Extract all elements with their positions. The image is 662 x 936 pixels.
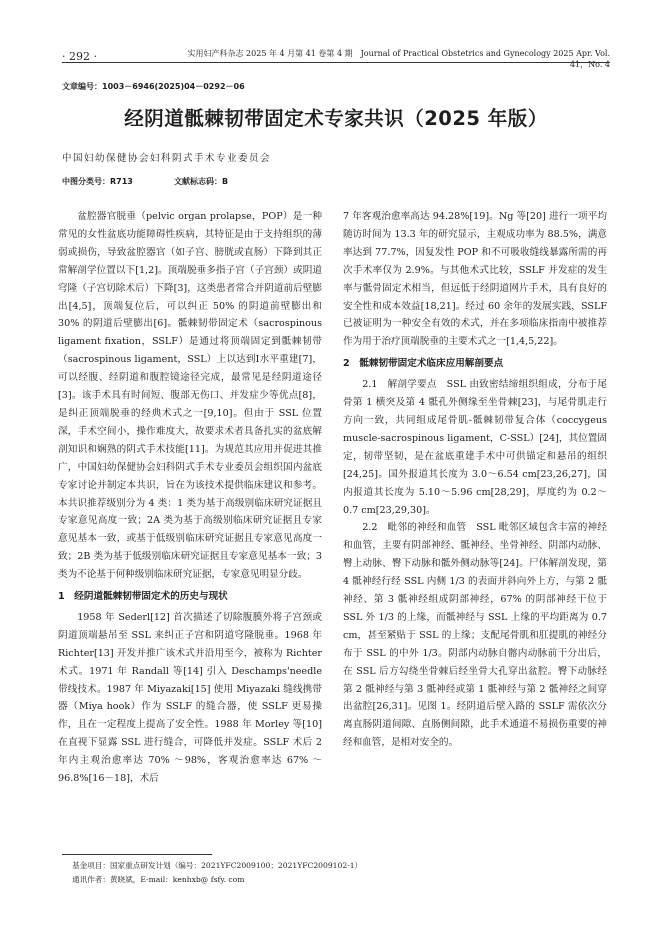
anatomy-paragraph: 2.1 解剖学要点 SSL 由致密结缔组织组成，分布于尾骨第 1 横突及第 4 骶孔外侧缘至坐骨棘[23]，与尾骨肌走行方向一致，共同组成尾骨肌-骶棘韧带复合体（coccygeus muscle-sacrospinous ligament，C-SSL）[24]，其位置固定，韧带坚韧，是在盆底重建手术中可供锚定和悬吊的组织[24,25]。国外报道其长度为 3.0～6.54 cm[23,26,27]，国内报道其长度为 5.10～5.96 cm[28,29]，厚度约为 0.2～0.7 cm[23,29,30]。 [343,379,607,516]
page-number: · 292 · [62,50,97,63]
footnotes [72,859,362,887]
header-rule [62,62,610,63]
section-heading-2: 2 骶棘韧带固定术临床应用解剖要点 [343,358,504,370]
running-header: 实用妇产科杂志 2025 年 4 月第 41 卷第 4 期 Journal of Practical Obstetrics and Gynecology 2025 Apr. Vol. 41，No. 4 [187,49,610,69]
author-organization: 中国妇幼保健协会妇科阴式手术专业委员会 [62,153,272,164]
document-code: 文献标志码：B [174,177,229,186]
article-title: 经阴道骶棘韧带固定术专家共识（2025 年版） [124,107,548,130]
classification-line [62,176,229,187]
right-column [343,208,607,752]
intro-paragraph: 盆腔器官脱垂（pelvic organ prolapse，POP）是一种常见的女性盆底功能障碍性疾病，其特征是由于支持组织的薄弱或损伤，导致盆腔器官（如子宫、膀胱或直肠）下降到其正常解剖学位置以下[1,2]。顶端脱垂多指子宫（子宫颈）或阴道穹隆（子宫切除术后）下降[3]，这类患者常合并阴道前后壁膨出[4,5]，顶端复位后，可以纠正 50% 的阴道前壁膨出和 30% 的阴道后壁膨出[6]。骶棘韧带固定术（sacrospinous ligament fixation，SSLF）是通过将顶端固定到骶棘韧带（sacrospinous ligament，SSL）上以达到Ⅰ水平重建[7]，可以经腹、经阴道和腹腔镜途径完成，最常见是经阴道途径[3]。该手术具有时间短、腹部无伤口、并发症少等优点[8]，是纠正顶端脱垂的经典术式之一[9,10]。但由于 SSL 位置深，手术空间小，操作难度大，故要求术者具备扎实的盆底解剖知识和娴熟的阴式手术技能[11]。为规范其应用并促进其推广，中国妇幼保健协会妇科阴式手术专业委员会组织国内盆底专家讨论并制定本共识，旨在为该技术提供临床建议和参考。本共识推荐级别分为 4 类：1 类为基于高级别临床研究证据且专家意见高度一致；2A 类为基于高级别临床研究证据且专家意见基本一致，或基于低级别临床研究证据且专家意见高度一致；2B 类为基于低级别临床研究证据且专家意见基本一致；3 类为不论基于何种级别临床研究证据，专家意见明显分歧。 [58,211,322,581]
classification-number: 中图分类号：R713 [62,177,133,186]
article-number: 文章编号：1003－6946(2025)04－0292－06 [62,82,245,91]
history-continued-paragraph: 7 年客观治愈率高达 94.28%[19]。Ng 等[20] 进行一项平均随访时间为 13.3 年的研究显示，主观成功率为 88.5%，满意率达到 77.7%，因复发性 POP 和不可吸收缝线暴露所需的再次手术率仅为 2.9%。与其他术式比较，SSLF 并发症的发生率与骶骨固定术相当，但远低于经阴道网片手术，具有良好的安全性和成本效益[18,21]。经过 60 余年的发展实践，SSLF 已被证明为一种安全有效的术式，并在多项临床指南中被推荐作为用于治疗顶端脱垂的主要术式之一[1,4,5,22]。 [343,211,607,348]
footnote-rule [62,854,212,855]
fund-note: 基金项目：国家重点研发计划（编号：2021YFC2009100；2021YFC2009102-1） [72,861,363,870]
history-paragraph: 1958 年 Sederl[12] 首次描述了切除腹膜外将子宫颈或阴道顶端悬吊至 SSL 来纠正子宫和阴道穹隆脱垂。1968 年 Richter[13] 开发并推广该术式并沿用至今，被称为 Richter 术式。1971 年 Randall 等[14] 引入 Deschamps'needle 带线技术。1987 年 Miyazaki[15] 使用 Miyazaki 缝线携带器（Miya hook）作为 SSLF 的缝合器，使 SSLF 更易操作，且在一定程度上提高了安全性。1988 年 Morley 等[10] 在直视下显露 SSL 进行缝合，可降低并发症。SSLF 术后 2 年内主观治愈率达 70% ～98%，客观治愈率达 67% ～96.8%[16－18]，术后 [58,611,322,785]
nerves-vessels-paragraph: 2.2 毗邻的神经和血管 SSL 毗邻区域包含丰富的神经和血管，主要有阴部神经、骶神经、坐骨神经、阴部内动脉、臀上动脉、臀下动脉和骶外侧动脉等[24]。尸体解剖发现，第 4 骶神经行经 SSL 内侧 1/3 的表面并斜向外上方，与第 2 骶神经、第 3 骶神经组成阴部神经，67% 的阴部神经干位于 SSL 外 1/3 的上缘，而骶神经与 SSL 上缘的平均距离为 0.7 cm，甚至紧贴于 SSL 的上缘；支配尾骨肌和肛提肌的神经分布于 SSL 的中外 1/3。阴部内动脉自髂内动脉前干分出后，在 SSL 后方勾绕坐骨棘后经坐骨大孔穿出盆腔。臀下动脉经第 2 骶神经与第 3 骶神经或第 1 骶神经与第 2 骶神经之间穿出盆腔[26,31]。见图 1。经阴道后壁入路的 SSLF 需依次分离直肠阴道间隙、直肠侧间隙，此手术通道不易损伤重要的神经和血管，是相对安全的。 [343,522,607,749]
section-heading-1: 1 经阴道骶棘韧带固定术的历史与现状 [58,591,228,603]
left-column [58,208,322,788]
correspondence-note: 通讯作者：黄晓斌，E-mail：kenhxb@ fsfy. com [72,875,245,884]
